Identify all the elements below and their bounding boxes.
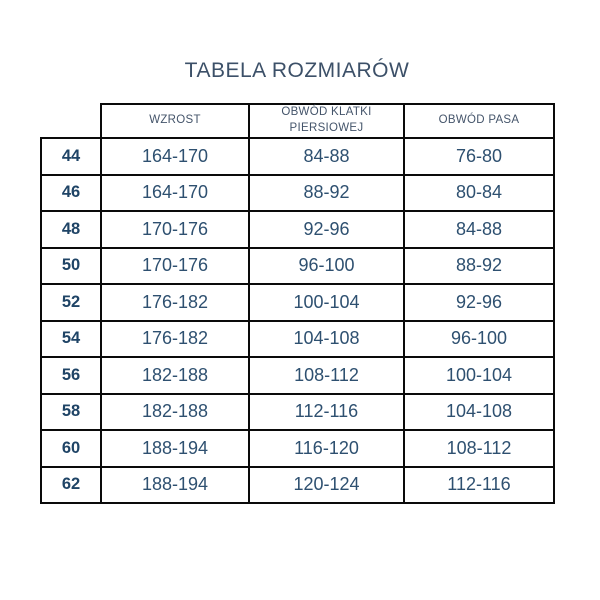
pas-value: 100-104: [404, 357, 554, 394]
klatka-value: 116-120: [249, 430, 404, 467]
klatka-value: 88-92: [249, 175, 404, 212]
klatka-value: 112-116: [249, 394, 404, 431]
size-value: 56: [41, 357, 101, 394]
table-row: [41, 394, 554, 431]
size-value: 52: [41, 284, 101, 321]
wzrost-value: 170-176: [101, 211, 249, 248]
header-row: [41, 104, 554, 138]
page-title: TABELA ROZMIARÓW: [184, 59, 410, 82]
pas-value: 108-112: [404, 430, 554, 467]
pas-value: 92-96: [404, 284, 554, 321]
table-row: [41, 357, 554, 394]
pas-value: 88-92: [404, 248, 554, 285]
table-row: [41, 211, 554, 248]
klatka-value: 100-104: [249, 284, 404, 321]
corner-cell: [41, 104, 101, 138]
pas-value: 112-116: [404, 467, 554, 504]
wzrost-value: 164-170: [101, 138, 249, 175]
size-value: 44: [41, 138, 101, 175]
size-table-container: [40, 103, 555, 504]
wzrost-value: 188-194: [101, 430, 249, 467]
wzrost-value: 176-182: [101, 284, 249, 321]
table-row: [41, 284, 554, 321]
wzrost-value: 176-182: [101, 321, 249, 358]
klatka-value: 84-88: [249, 138, 404, 175]
size-table: [40, 103, 555, 504]
klatka-value: 104-108: [249, 321, 404, 358]
wzrost-value: 164-170: [101, 175, 249, 212]
klatka-value: 120-124: [249, 467, 404, 504]
size-value: 60: [41, 430, 101, 467]
wzrost-value: 182-188: [101, 394, 249, 431]
klatka-value: 108-112: [249, 357, 404, 394]
pas-value: 80-84: [404, 175, 554, 212]
wzrost-value: 182-188: [101, 357, 249, 394]
size-value: 54: [41, 321, 101, 358]
wzrost-value: 188-194: [101, 467, 249, 504]
size-value: 48: [41, 211, 101, 248]
column-header-pas: OBWÓD PASA: [404, 104, 554, 138]
klatka-value: 96-100: [249, 248, 404, 285]
table-row: [41, 175, 554, 212]
pas-value: 104-108: [404, 394, 554, 431]
pas-value: 96-100: [404, 321, 554, 358]
column-header-wzrost: WZROST: [101, 104, 249, 138]
pas-value: 84-88: [404, 211, 554, 248]
wzrost-value: 170-176: [101, 248, 249, 285]
size-value: 50: [41, 248, 101, 285]
size-table-header: [41, 104, 554, 138]
pas-value: 76-80: [404, 138, 554, 175]
column-header-klatka: OBWÓD KLATKI PIERSIOWEJ: [249, 104, 404, 138]
klatka-value: 92-96: [249, 211, 404, 248]
size-value: 62: [41, 467, 101, 504]
size-table-body: [41, 138, 554, 503]
size-value: 58: [41, 394, 101, 431]
size-value: 46: [41, 175, 101, 212]
table-row: [41, 467, 554, 504]
table-row: [41, 138, 554, 175]
table-row: [41, 248, 554, 285]
table-row: [41, 321, 554, 358]
table-row: [41, 430, 554, 467]
